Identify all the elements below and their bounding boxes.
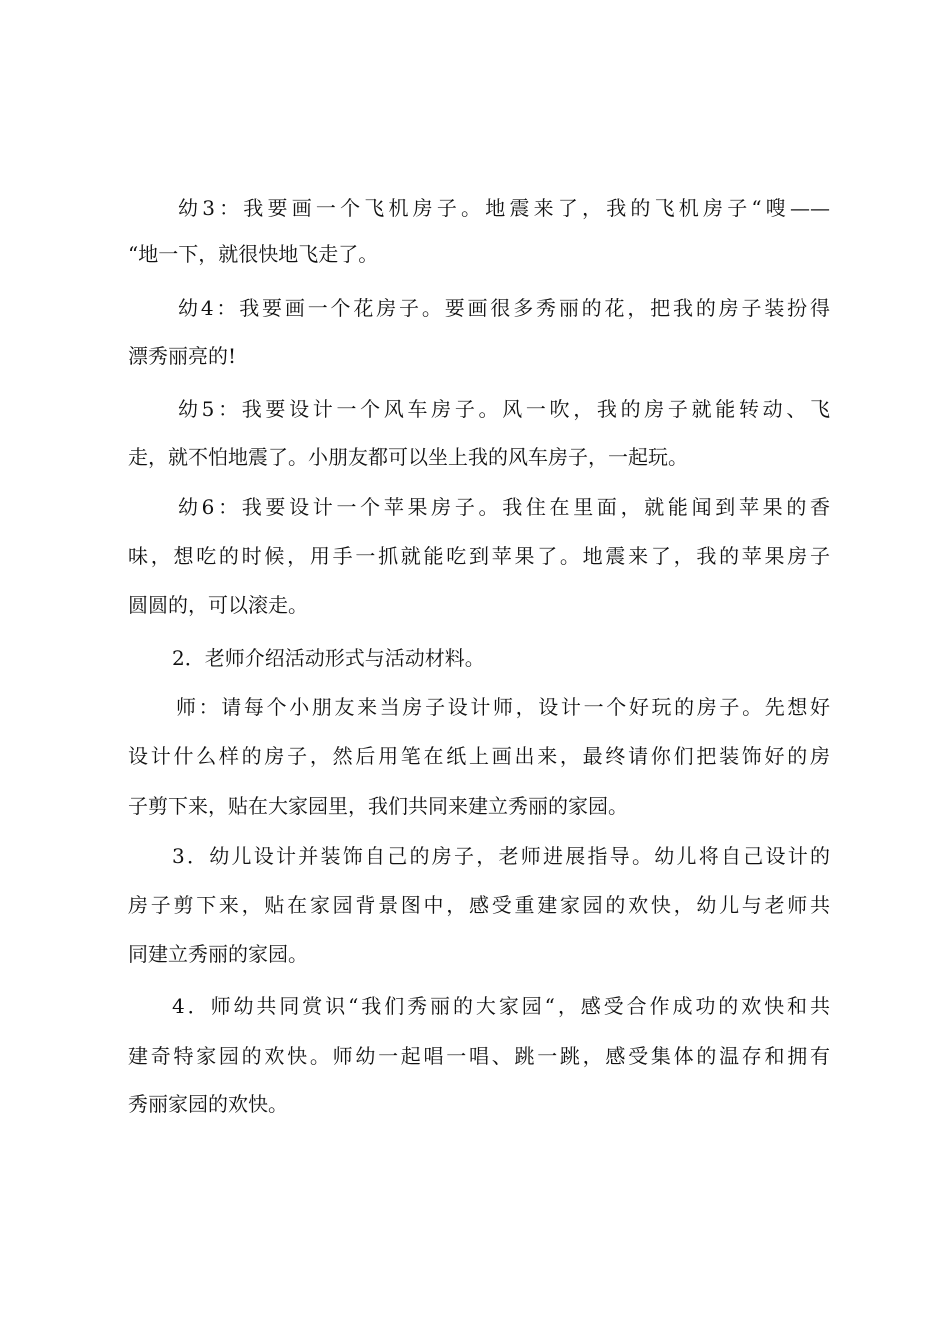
p3-line1: 幼5：我要设计一个风车房子。风一吹，我的房子就能转动、飞	[178, 397, 830, 421]
p4-line2: 味，想吃的时候，用手一抓就能吃到苹果了。地震来了，我的苹果房子	[128, 544, 830, 568]
p3-line2: 走，就不怕地震了。小朋友都可以坐上我的风车房子，一起玩。	[128, 445, 688, 469]
p1-line2: “地一下，就很快地飞走了。	[128, 242, 379, 266]
p8-line3: 秀丽家园的欢快。	[128, 1092, 288, 1116]
p4-line1: 幼6：我要设计一个苹果房子。我住在里面，就能闻到苹果的香	[178, 495, 830, 519]
p7-line3: 同建立秀丽的家园。	[128, 942, 308, 966]
p6-line3: 子剪下来，贴在大家园里，我们共同来建立秀丽的家园。	[128, 794, 628, 818]
p8-line1: 4．师幼共同赏识“我们秀丽的大家园“，感受合作成功的欢快和共	[172, 994, 830, 1018]
p7-line1: 3．幼儿设计并装饰自己的房子，老师进展指导。幼儿将自己设计的	[172, 844, 830, 868]
p2-line2: 漂秀丽亮的!	[128, 344, 237, 368]
p7-line2: 房子剪下来，贴在家园背景图中，感受重建家园的欢快，幼儿与老师共	[128, 893, 830, 917]
p6-line1: 师：请每个小朋友来当房子设计师，设计一个好玩的房子。先想好	[176, 695, 830, 719]
p4-line3: 圆圆的，可以滚走。	[128, 593, 308, 617]
p6-line2: 设计什么样的房子，然后用笔在纸上画出来，最终请你们把装饰好的房	[128, 744, 830, 768]
p2-line1: 幼4：我要画一个花房子。要画很多秀丽的花，把我的房子装扮得	[178, 296, 830, 320]
p8-line2: 建奇特家园的欢快。师幼一起唱一唱、跳一跳，感受集体的温存和拥有	[128, 1044, 830, 1068]
p1-line1: 幼3：我要画一个飞机房子。地震来了，我的飞机房子“嗖——	[178, 196, 830, 220]
p5-line1: 2．老师介绍活动形式与活动材料。	[172, 646, 485, 670]
